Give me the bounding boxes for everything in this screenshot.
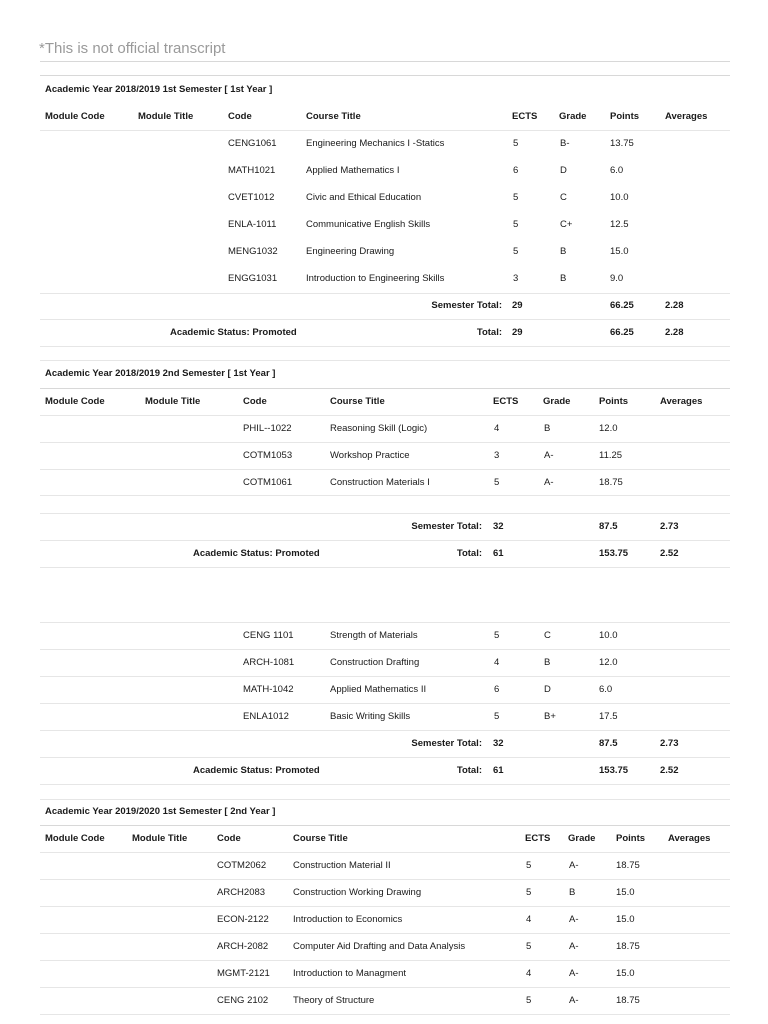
course-grade: B bbox=[560, 273, 567, 284]
row-divider bbox=[40, 825, 730, 826]
column-header-course_title: Course Title bbox=[293, 833, 348, 844]
row-divider bbox=[40, 346, 730, 347]
course-ects: 5 bbox=[526, 995, 532, 1006]
section-title: Academic Year 2019/2020 1st Semester [ 2nd Year ] bbox=[45, 806, 276, 817]
semester-total-ects: 32 bbox=[493, 521, 504, 532]
course-title: Introduction to Engineering Skills bbox=[306, 273, 445, 284]
course-points: 11.25 bbox=[599, 450, 623, 461]
course-points: 13.75 bbox=[610, 138, 634, 149]
course-title: Communicative English Skills bbox=[306, 219, 431, 230]
column-header-points: Points bbox=[599, 396, 629, 407]
course-ects: 3 bbox=[494, 450, 500, 461]
course-ects: 4 bbox=[526, 968, 532, 979]
semester-total-label: Semester Total: bbox=[431, 300, 502, 311]
course-code: CVET1012 bbox=[228, 192, 275, 203]
cumulative-ects: 29 bbox=[512, 327, 523, 338]
course-points: 6.0 bbox=[599, 684, 613, 695]
course-grade: A- bbox=[569, 995, 579, 1006]
course-grade: B+ bbox=[544, 711, 556, 722]
cumulative-points: 153.75 bbox=[599, 548, 629, 559]
course-ects: 3 bbox=[513, 273, 519, 284]
course-grade: B bbox=[544, 423, 551, 434]
course-points: 10.0 bbox=[610, 192, 629, 203]
course-title: Applied Mathematics II bbox=[330, 684, 427, 695]
cumulative-ects: 61 bbox=[493, 548, 504, 559]
course-grade: D bbox=[560, 165, 567, 176]
course-points: 15.0 bbox=[610, 246, 629, 257]
course-points: 12.0 bbox=[599, 657, 618, 668]
row-divider bbox=[40, 415, 730, 416]
row-divider bbox=[40, 469, 730, 470]
course-grade: A- bbox=[569, 914, 579, 925]
column-header-points: Points bbox=[616, 833, 646, 844]
column-header-ects: ECTS bbox=[493, 396, 519, 407]
semester-total-label: Semester Total: bbox=[411, 521, 482, 532]
course-ects: 5 bbox=[513, 138, 519, 149]
course-points: 9.0 bbox=[610, 273, 624, 284]
row-divider bbox=[40, 757, 730, 758]
course-title: Strength of Materials bbox=[330, 630, 418, 641]
semester-total-average: 2.73 bbox=[660, 521, 679, 532]
course-ects: 5 bbox=[494, 630, 500, 641]
course-title: Reasoning Skill (Logic) bbox=[330, 423, 428, 434]
course-grade: B bbox=[560, 246, 567, 257]
row-divider bbox=[40, 61, 730, 62]
row-divider bbox=[40, 703, 730, 704]
row-divider bbox=[40, 987, 730, 988]
course-ects: 5 bbox=[526, 887, 532, 898]
course-ects: 5 bbox=[513, 219, 519, 230]
course-code: COTM1061 bbox=[243, 477, 293, 488]
disclaimer-text: *This is not official transcript bbox=[39, 40, 226, 57]
course-title: Construction Drafting bbox=[330, 657, 420, 668]
course-points: 15.0 bbox=[616, 887, 635, 898]
course-code: ECON-2122 bbox=[217, 914, 269, 925]
column-header-code: Code bbox=[243, 396, 267, 407]
column-header-module_code: Module Code bbox=[45, 111, 105, 122]
semester-total-average: 2.28 bbox=[665, 300, 684, 311]
course-title: Theory of Structure bbox=[293, 995, 375, 1006]
row-divider bbox=[40, 1014, 730, 1015]
row-divider bbox=[40, 933, 730, 934]
column-header-ects: ECTS bbox=[525, 833, 551, 844]
column-header-ects: ECTS bbox=[512, 111, 538, 122]
academic-status: Academic Status: Promoted bbox=[193, 548, 320, 559]
row-divider bbox=[40, 730, 730, 731]
course-title: Construction Material II bbox=[293, 860, 391, 871]
cumulative-average: 2.52 bbox=[660, 548, 679, 559]
column-header-code: Code bbox=[228, 111, 252, 122]
course-ects: 6 bbox=[494, 684, 500, 695]
column-header-grade: Grade bbox=[568, 833, 596, 844]
row-divider bbox=[40, 676, 730, 677]
row-divider bbox=[40, 513, 730, 514]
course-ects: 4 bbox=[526, 914, 532, 925]
course-grade: B bbox=[569, 887, 576, 898]
row-divider bbox=[40, 567, 730, 568]
course-title: Engineering Mechanics I -Statics bbox=[306, 138, 445, 149]
column-header-averages: Averages bbox=[665, 111, 708, 122]
course-points: 6.0 bbox=[610, 165, 624, 176]
course-points: 10.0 bbox=[599, 630, 618, 641]
course-code: MGMT-2121 bbox=[217, 968, 270, 979]
course-title: Construction Materials I bbox=[330, 477, 430, 488]
semester-total-ects: 29 bbox=[512, 300, 523, 311]
course-code: MATH-1042 bbox=[243, 684, 294, 695]
row-divider bbox=[40, 799, 730, 800]
row-divider bbox=[40, 649, 730, 650]
course-points: 18.75 bbox=[616, 860, 640, 871]
course-title: Computer Aid Drafting and Data Analysis bbox=[293, 941, 466, 952]
row-divider bbox=[40, 852, 730, 853]
course-grade: A- bbox=[569, 860, 579, 871]
cumulative-ects: 61 bbox=[493, 765, 504, 776]
semester-total-points: 66.25 bbox=[610, 300, 634, 311]
course-ects: 5 bbox=[526, 941, 532, 952]
course-code: ENLA-1011 bbox=[228, 219, 277, 230]
course-points: 15.0 bbox=[616, 968, 635, 979]
course-grade: C bbox=[560, 192, 567, 203]
course-grade: A- bbox=[569, 941, 579, 952]
column-header-averages: Averages bbox=[668, 833, 711, 844]
course-title: Construction Working Drawing bbox=[293, 887, 422, 898]
semester-total-points: 87.5 bbox=[599, 738, 618, 749]
section-title: Academic Year 2018/2019 2nd Semester [ 1st Year ] bbox=[45, 368, 276, 379]
course-ects: 4 bbox=[494, 657, 500, 668]
column-header-module_title: Module Title bbox=[132, 833, 188, 844]
course-grade: C bbox=[544, 630, 551, 641]
course-code: MATH1021 bbox=[228, 165, 276, 176]
course-title: Basic Writing Skills bbox=[330, 711, 411, 722]
cumulative-average: 2.28 bbox=[665, 327, 684, 338]
semester-total-average: 2.73 bbox=[660, 738, 679, 749]
course-code: ENLA1012 bbox=[243, 711, 289, 722]
semester-total-ects: 32 bbox=[493, 738, 504, 749]
column-header-grade: Grade bbox=[559, 111, 587, 122]
column-header-course_title: Course Title bbox=[330, 396, 385, 407]
course-title: Introduction to Economics bbox=[293, 914, 403, 925]
course-code: CENG 1101 bbox=[243, 630, 294, 641]
row-divider bbox=[40, 622, 730, 623]
course-grade: C+ bbox=[560, 219, 573, 230]
row-divider bbox=[40, 75, 730, 76]
row-divider bbox=[40, 293, 730, 294]
course-code: CENG1061 bbox=[228, 138, 277, 149]
course-grade: D bbox=[544, 684, 551, 695]
row-divider bbox=[40, 442, 730, 443]
cumulative-total-label: Total: bbox=[456, 548, 482, 559]
course-code: ARCH-2082 bbox=[217, 941, 269, 952]
row-divider bbox=[40, 495, 730, 496]
semester-total-points: 87.5 bbox=[599, 521, 618, 532]
course-points: 18.75 bbox=[616, 995, 640, 1006]
course-points: 12.5 bbox=[610, 219, 629, 230]
course-code: COTM1053 bbox=[243, 450, 293, 461]
column-header-code: Code bbox=[217, 833, 241, 844]
course-grade: A- bbox=[544, 477, 554, 488]
cumulative-points: 153.75 bbox=[599, 765, 629, 776]
course-ects: 4 bbox=[494, 423, 500, 434]
cumulative-total-label: Total: bbox=[456, 765, 482, 776]
row-divider bbox=[40, 319, 730, 320]
column-header-module_title: Module Title bbox=[138, 111, 194, 122]
cumulative-points: 66.25 bbox=[610, 327, 634, 338]
course-code: ARCH2083 bbox=[217, 887, 266, 898]
course-title: Engineering Drawing bbox=[306, 246, 395, 257]
column-header-averages: Averages bbox=[660, 396, 703, 407]
section-title: Academic Year 2018/2019 1st Semester [ 1st Year ] bbox=[45, 84, 273, 95]
course-title: Introduction to Managment bbox=[293, 968, 407, 979]
course-grade: A- bbox=[569, 968, 579, 979]
column-header-module_code: Module Code bbox=[45, 833, 105, 844]
row-divider bbox=[40, 879, 730, 880]
course-code: ENGG1031 bbox=[228, 273, 278, 284]
course-ects: 5 bbox=[494, 477, 500, 488]
course-ects: 5 bbox=[526, 860, 532, 871]
course-code: COTM2062 bbox=[217, 860, 267, 871]
row-divider bbox=[40, 906, 730, 907]
academic-status: Academic Status: Promoted bbox=[170, 327, 297, 338]
course-points: 12.0 bbox=[599, 423, 618, 434]
row-divider bbox=[40, 960, 730, 961]
row-divider bbox=[40, 784, 730, 785]
row-divider bbox=[40, 130, 730, 131]
column-header-course_title: Course Title bbox=[306, 111, 361, 122]
course-title: Applied Mathematics I bbox=[306, 165, 400, 176]
cumulative-total-label: Total: bbox=[476, 327, 502, 338]
course-ects: 5 bbox=[494, 711, 500, 722]
column-header-points: Points bbox=[610, 111, 640, 122]
cumulative-average: 2.52 bbox=[660, 765, 679, 776]
course-ects: 5 bbox=[513, 192, 519, 203]
course-title: Civic and Ethical Education bbox=[306, 192, 422, 203]
course-code: CENG 2102 bbox=[217, 995, 269, 1006]
row-divider bbox=[40, 540, 730, 541]
course-grade: B- bbox=[560, 138, 570, 149]
course-ects: 6 bbox=[513, 165, 519, 176]
academic-status: Academic Status: Promoted bbox=[193, 765, 320, 776]
course-code: MENG1032 bbox=[228, 246, 278, 257]
row-divider bbox=[40, 388, 730, 389]
course-title: Workshop Practice bbox=[330, 450, 410, 461]
column-header-module_code: Module Code bbox=[45, 396, 105, 407]
course-ects: 5 bbox=[513, 246, 519, 257]
semester-total-label: Semester Total: bbox=[411, 738, 482, 749]
course-grade: A- bbox=[544, 450, 554, 461]
course-points: 18.75 bbox=[599, 477, 623, 488]
course-grade: B bbox=[544, 657, 551, 668]
column-header-module_title: Module Title bbox=[145, 396, 201, 407]
course-points: 18.75 bbox=[616, 941, 640, 952]
course-points: 15.0 bbox=[616, 914, 635, 925]
row-divider bbox=[40, 360, 730, 361]
course-points: 17.5 bbox=[599, 711, 618, 722]
course-code: ARCH-1081 bbox=[243, 657, 295, 668]
column-header-grade: Grade bbox=[543, 396, 571, 407]
course-code: PHIL--1022 bbox=[243, 423, 292, 434]
